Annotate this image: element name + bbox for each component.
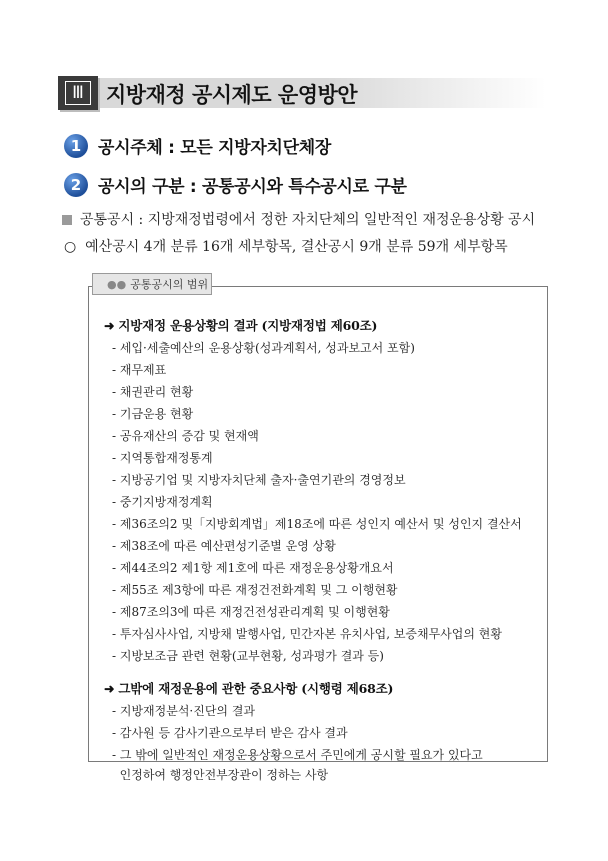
point-2 xyxy=(64,172,407,197)
group2-heading: ➜ 그밖에 재정운용에 관한 중요사항 (시행령 제68조) xyxy=(104,681,394,696)
budget-disclosure-line xyxy=(64,236,508,256)
group1-item: - 지방보조금 관련 현황(교부현황, 성과평가 결과 등) xyxy=(112,649,384,663)
group1-item: - 재무제표 xyxy=(112,363,167,377)
scope-label-text: 공통공시의 범위 xyxy=(130,278,209,291)
common-disclosure-text: 공통공시 : 지방재정법령에서 정한 자치단체의 일반적인 재정운용상황 공시 xyxy=(80,212,536,228)
group2-item: 인정하여 행정안전부장관이 정하는 사항 xyxy=(112,768,329,782)
group1-item: - 지역통합재정통계 xyxy=(112,451,213,465)
common-disclosure-line xyxy=(62,209,535,229)
group1-item: - 제38조에 따른 예산편성기준별 운영 상황 xyxy=(112,539,336,553)
group1-item: - 세입·세출예산의 운용상황(성과계획서, 성과보고서 포함) xyxy=(112,341,415,355)
group1-item: - 지방공기업 및 지방자치단체 출자·출연기관의 경영정보 xyxy=(112,473,406,487)
group2-item: - 지방재정분석·진단의 결과 xyxy=(112,704,256,718)
group1-item: - 제44조의2 제1항 제1호에 따른 재정운용상황개요서 xyxy=(112,561,394,575)
group1-item: - 투자심사사업, 지방채 발행사업, 민간자본 유치사업, 보증채무사업의 현황 xyxy=(112,627,502,641)
group1-item: - 제55조 제3항에 따른 재정건전화계획 및 그 이행현황 xyxy=(112,583,398,597)
point-1 xyxy=(64,133,331,158)
group1-item: - 공유재산의 증감 및 현재액 xyxy=(112,429,259,443)
circle-bullet-icon: ○ xyxy=(64,239,77,255)
group1-item: - 중기지방재정계획 xyxy=(112,495,213,509)
group2-item: - 그 밖에 일반적인 재정운용상황으로서 주민에게 공시할 필요가 있다고 xyxy=(112,748,483,762)
budget-disclosure-text: 예산공시 4개 분류 16개 세부항목, 결산공시 9개 분류 59개 세부항목 xyxy=(85,239,508,255)
dots-icon: ●● xyxy=(107,278,127,291)
roman-numeral: Ⅲ xyxy=(65,81,91,105)
group1-item: - 채권관리 현황 xyxy=(112,385,194,399)
number-2-icon: 2 xyxy=(64,173,88,197)
point-1-text: 공시주체 : 모든 지방자치단체장 xyxy=(98,138,331,158)
group2-item: - 감사원 등 감사기관으로부터 받은 감사 결과 xyxy=(112,726,348,740)
number-1-icon: 1 xyxy=(64,134,88,158)
group1-item: - 제87조의3에 따른 재정건전성관리계획 및 이행현황 xyxy=(112,605,390,619)
point-2-text: 공시의 구분 : 공통공시와 특수공시로 구분 xyxy=(98,177,407,197)
scope-box-label xyxy=(92,273,212,295)
group1-item: - 제36조의2 및「지방회계법」제18조에 따른 성인지 예산서 및 성인지 결산서 xyxy=(112,517,522,531)
section-number-badge xyxy=(58,76,98,110)
group1-heading: ➜ 지방재정 운용상황의 결과 (지방재정법 제60조) xyxy=(104,318,378,333)
group1-item: - 기금운용 현황 xyxy=(112,407,194,421)
section-title: 지방재정 공시제도 운영방안 xyxy=(106,83,358,107)
square-bullet-icon xyxy=(62,215,72,225)
